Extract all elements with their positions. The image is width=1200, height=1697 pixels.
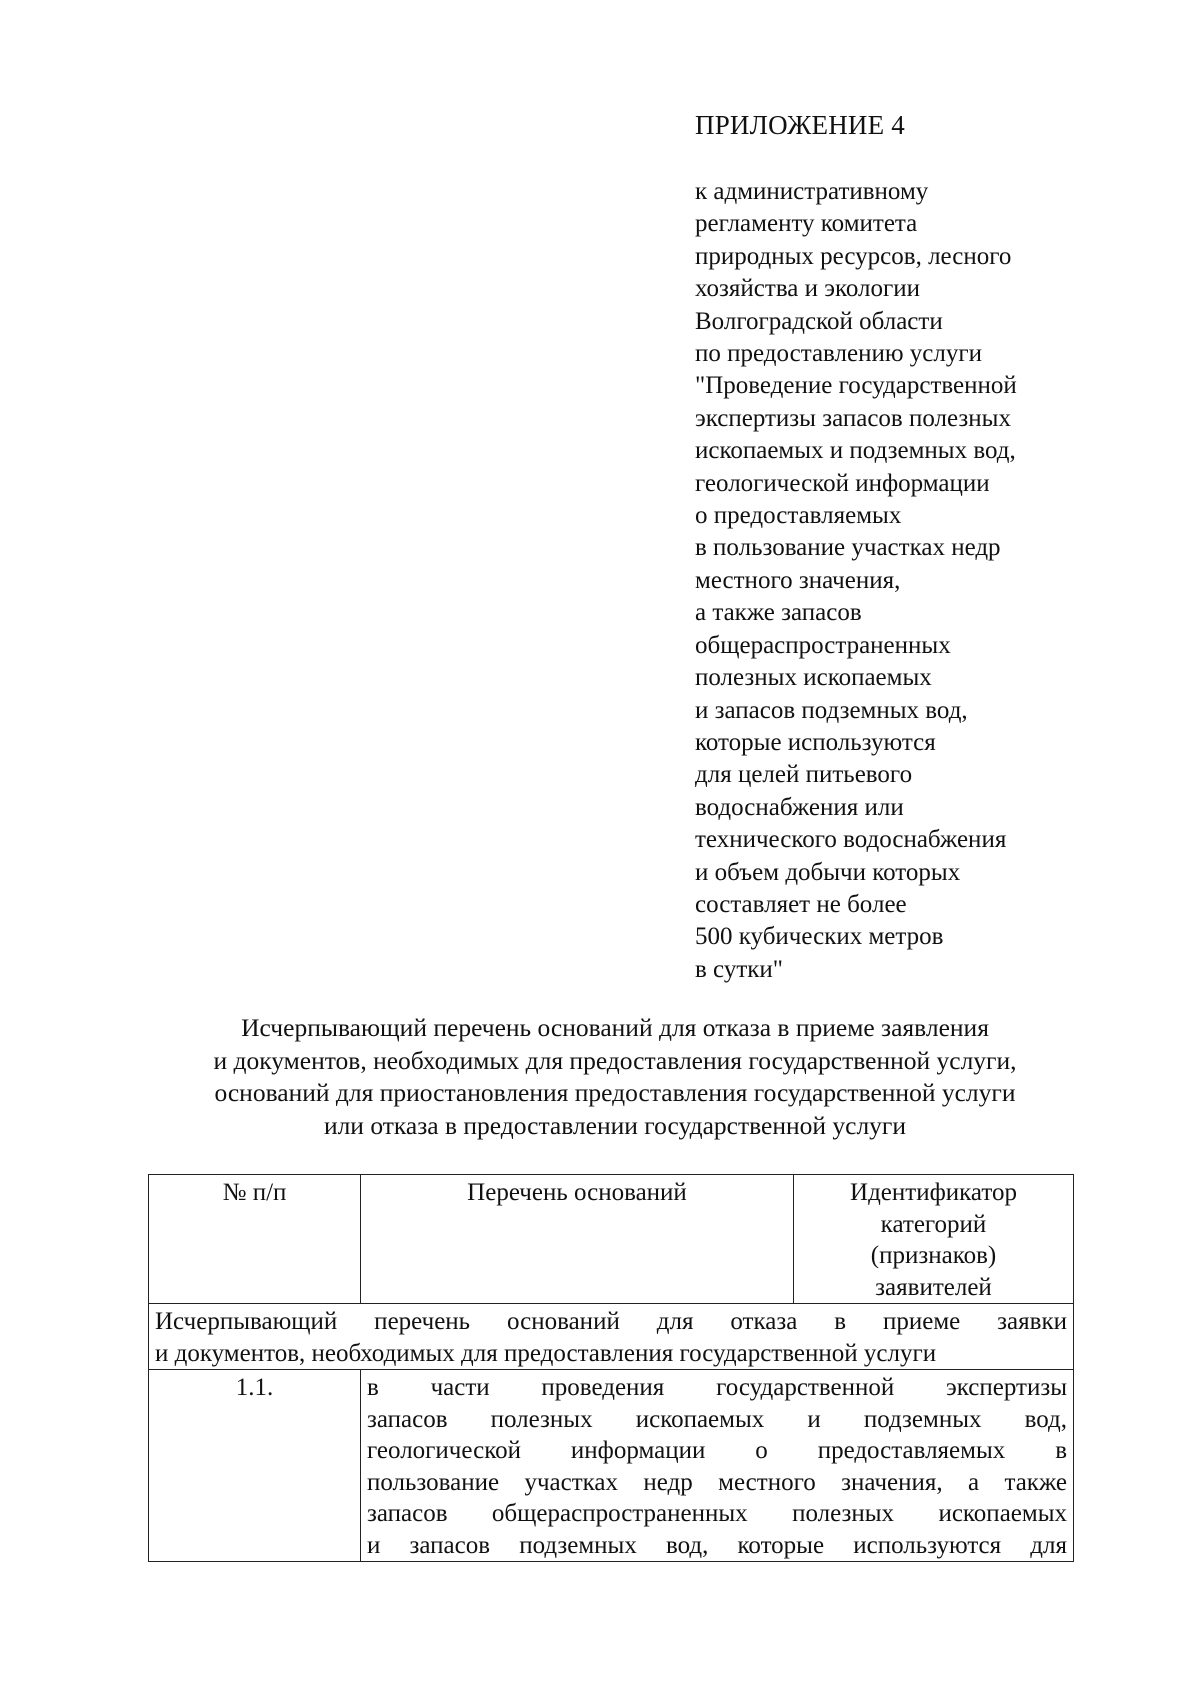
appendix-line: ископаемых и подземных вод, [695, 437, 1016, 465]
appendix-title: ПРИЛОЖЕНИЕ 4 [695, 110, 905, 140]
appendix-line: по предоставлению услуги [695, 340, 982, 368]
appendix-line: для целей питьевого [695, 761, 913, 789]
appendix-line: и запасов подземных вод, [695, 696, 968, 724]
appendix-line: технического водоснабжения [695, 826, 1007, 854]
heading-line: и документов, необходимых для предоставления государственной услуги, [213, 1045, 1017, 1075]
section-title-line: и документов, необходимых для предоставления государственной услуги [155, 1339, 937, 1367]
appendix-line: местного значения, [695, 566, 901, 594]
appendix-line: хозяйства и экологии [695, 275, 921, 303]
row-text-line: в части проведения государственной экспертизы [367, 1374, 1067, 1401]
appendix-line: "Проведение государственной [695, 372, 1017, 400]
row-text-line: пользование участках недр местного значения, а также [367, 1468, 1067, 1496]
document-heading [150, 1012, 1080, 1142]
appendix-line: водоснабжения или [695, 793, 904, 821]
grounds-table [148, 1174, 1074, 1562]
appendix-line: Волгоградской области [695, 307, 943, 335]
appendix-line: в пользование участках недр [695, 534, 1001, 562]
header-id-line: Идентификатор [850, 1179, 1017, 1206]
heading-line: Исчерпывающий перечень оснований для отказа в приеме заявления [241, 1013, 989, 1042]
header-number: № п/п [149, 1175, 361, 1304]
header-id-line: (признаков) [870, 1242, 997, 1269]
appendix-line: и объем добычи которых [695, 858, 961, 886]
appendix-line: а также запасов [695, 599, 862, 627]
row-text-line: запасов общераспространенных полезных ископаемых [367, 1500, 1067, 1527]
appendix-line: экспертизы запасов полезных [695, 404, 1011, 432]
table-row [149, 1370, 1074, 1562]
row-number: 1.1. [149, 1370, 361, 1562]
row-grounds-text [361, 1370, 1074, 1562]
row-text-line: и запасов подземных вод, которые используются для [367, 1531, 1067, 1559]
appendix-line: природных ресурсов, лесного [695, 242, 1012, 270]
header-id-line: категорий [880, 1210, 987, 1238]
header-id-line: заявителей [875, 1273, 992, 1301]
row-text-line: запасов полезных ископаемых и подземных вод, [367, 1405, 1067, 1433]
appendix-line: в сутки" [695, 955, 783, 983]
row-text-line: геологической информации о предоставляемых в [367, 1437, 1067, 1464]
heading-line: или отказа в предоставлении государственной услуги [323, 1110, 907, 1140]
appendix-line: составляет не более [695, 890, 907, 918]
appendix-reference [695, 176, 1165, 986]
appendix-line: которые используются [695, 728, 936, 756]
appendix-line: к административному [695, 178, 929, 205]
appendix-line: геологической информации [695, 469, 990, 497]
section-title [149, 1304, 1074, 1370]
header-applicant-category-id [794, 1175, 1074, 1304]
appendix-line: полезных ископаемых [695, 664, 932, 692]
section-row [149, 1304, 1074, 1370]
heading-line: оснований для приостановления предоставления государственной услуги [214, 1078, 1016, 1107]
header-grounds-list: Перечень оснований [361, 1175, 794, 1304]
section-title-line: Исчерпывающий перечень оснований для отказа в приеме заявки [155, 1308, 1067, 1335]
appendix-line: о предоставляемых [695, 502, 902, 530]
appendix-line: общераспространенных [695, 631, 951, 659]
appendix-line: регламенту комитета [695, 210, 918, 238]
appendix-line: 500 кубических метров [695, 923, 944, 951]
table-header-row [149, 1175, 1074, 1304]
